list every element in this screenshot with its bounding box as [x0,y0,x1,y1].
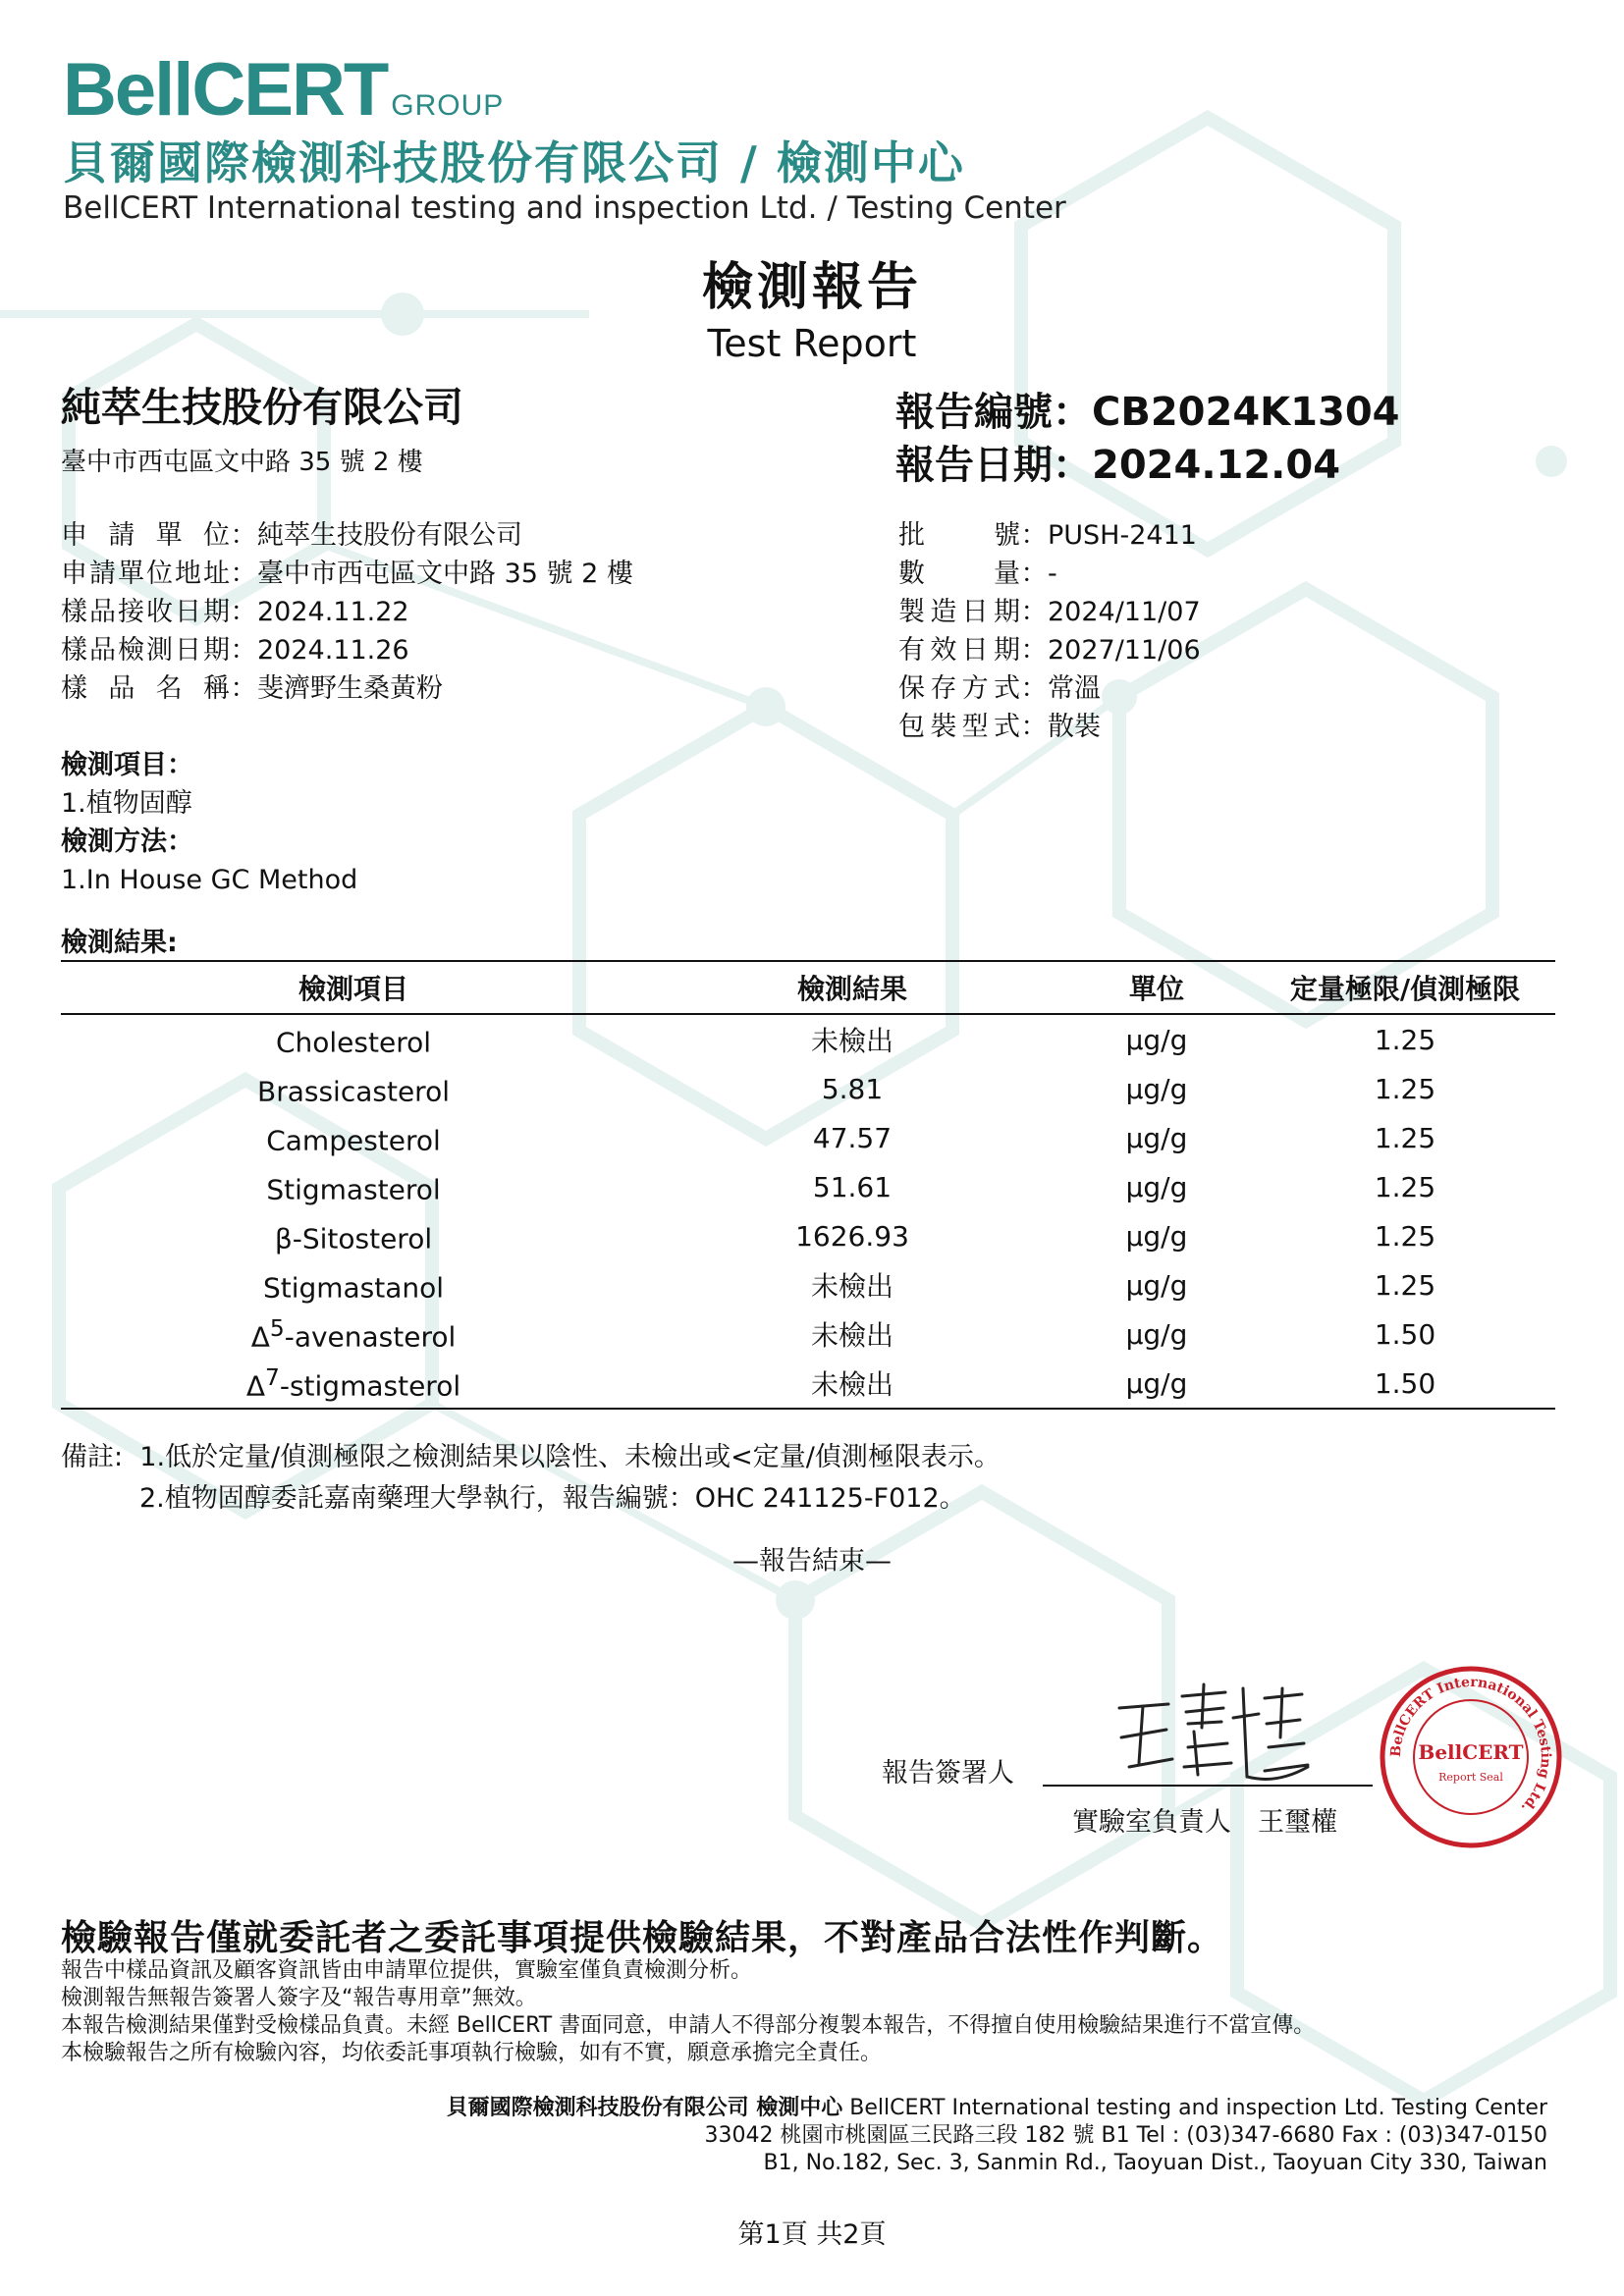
signature-image [1100,1669,1316,1787]
result-cell: 5.81 [821,1072,884,1105]
analyte-cell: Stigmasterol [266,1173,441,1206]
unit-cell: μg/g [1125,1268,1188,1302]
page-number: 第1頁 共2頁 [737,2219,887,2250]
test-item-label: 檢測項目： [61,750,193,780]
result-cell: 1626.93 [795,1219,909,1253]
test-items-block [61,746,357,899]
report-date: 報告日期：2024.12.04 [895,443,1341,488]
info-label: 樣品接收日期 [61,597,230,627]
remark-line: 備註: 1.低於定量/偵測極限之檢測結果以陰性、未檢出或<定量/偵測極限表示。 [61,1442,1001,1472]
table-row [61,1359,1555,1409]
info-label: 樣品名稱 [61,673,230,704]
info-value: 純萃生技股份有限公司 [257,520,522,551]
info-row: 有效日期 ： 2027/11/06 [898,631,1201,669]
test-method-label: 檢測方法： [61,827,193,857]
info-label: 有效日期 [898,635,1020,666]
analyte-cell: Brassicasterol [257,1075,450,1108]
info-row: 申請單位 ： 純萃生技股份有限公司 [61,516,633,555]
unit-cell: μg/g [1125,1023,1188,1056]
result-cell: 未檢出 [810,1025,893,1057]
company-name-en: BellCERT International testing and inspection Ltd. / Testing Center [63,190,1066,226]
result-cell: 未檢出 [646,1359,1058,1409]
info-value: 散裝 [1048,712,1101,742]
result-cell: 未檢出 [810,1270,893,1303]
info-row: 保存方式 ： 常溫 [898,669,1201,708]
unit-cell: μg/g [1125,1121,1188,1154]
svg-text:Report Seal: Report Seal [1438,1771,1503,1784]
info-label: 製造日期 [898,597,1020,627]
table-row [61,1260,1555,1309]
disclaimer-line: 報告中樣品資訊及顧客資訊皆由申請單位提供，實驗室僅負責檢測分析。 [61,1958,753,1983]
analyte-cell: $\Delta^5$-avenasterol [250,1314,457,1354]
sample-info-left [61,516,633,708]
results-heading: 檢測結果: [61,928,178,958]
table-row [61,1309,1555,1359]
disclaimer-line: 檢測報告無報告簽署人簽字及“報告專用章”無效。 [61,1986,537,2010]
info-label: 數量 [898,559,1020,589]
info-value: 2024/11/07 [1048,597,1201,627]
limit-cell: 1.50 [1374,1317,1436,1351]
info-value: 2024.11.26 [257,635,409,666]
svg-text:BellCERT International Testing: BellCERT International Testing Ltd. [1387,1674,1554,1816]
info-value: 2024.11.22 [257,597,409,627]
limit-cell: 1.25 [1374,1121,1436,1154]
info-value: PUSH-2411 [1048,520,1197,551]
report-seal-stamp [1373,1659,1569,1855]
info-label: 包裝型式 [898,712,1020,742]
info-row: 樣品名稱 ： 斐濟野生桑黃粉 [61,669,633,708]
analyte-cell: Cholesterol [275,1026,432,1059]
footer-line: 貝爾國際檢測科技股份有限公司 檢測中心 BellCERT International testing and inspection Ltd. Testing Center [446,2096,1547,2120]
unit-cell: μg/g [1058,1359,1255,1409]
info-row: 樣品檢測日期 ： 2024.11.26 [61,631,633,669]
disclaimer-heading: 檢驗報告僅就委託者之委託事項提供檢驗結果，不對產品合法性作判斷。 [61,1918,1224,1958]
test-method-value: 1.In House GC Method [61,865,358,895]
svg-text:BellCERT: BellCERT [1418,1740,1524,1764]
document-title-en: Test Report [707,322,917,365]
disclaimer-list [61,1957,1315,2067]
limit-cell: 1.25 [1374,1170,1436,1203]
info-value: 臺中市西屯區文中路 35 號 2 樓 [257,559,633,589]
table-row [61,1113,1555,1162]
limit-cell: 1.25 [1374,1219,1436,1253]
limit-cell: 1.25 [1374,1023,1436,1056]
footer-address-zh: 33042 桃園市桃園區三民路三段 182 號 B1 Tel : (03)347-6680 Fax : (03)347-0150 [704,2123,1547,2148]
footer-contact [447,2095,1547,2177]
info-label: 批號 [898,520,1020,551]
unit-cell: μg/g [1125,1317,1188,1351]
unit-cell: μg/g [1125,1219,1188,1253]
remark-line: 2.植物固醇委託嘉南藥理大學執行，報告編號：OHC 241125-F012。 [139,1483,966,1514]
remarks [61,1437,1001,1520]
limit-cell: 1.25 [1374,1072,1436,1105]
info-label: 申請單位地址 [61,559,230,589]
footer-company: 貝爾國際檢測科技股份有限公司 檢測中心 [446,2096,843,2120]
info-value: 2027/11/06 [1048,635,1201,666]
info-row: 批號 ： PUSH-2411 [898,516,1201,555]
disclaimer-line: 本檢驗報告之所有檢驗內容，均依委託事項執行檢驗，如有不實，願意承擔完全責任。 [61,2041,883,2065]
result-cell: 未檢出 [810,1319,893,1352]
signatory-title: 實驗室負責人 王璽權 [1072,1807,1337,1838]
info-row: 申請單位地址 ： 臺中市西屯區文中路 35 號 2 樓 [61,555,633,593]
table-row [61,1014,1555,1064]
sample-info-right [898,516,1201,746]
analyte-cell: Stigmastanol [262,1271,445,1305]
results-table [61,960,1555,1410]
table-row [61,1211,1555,1260]
signature-line [1043,1785,1373,1787]
info-value: - [1048,559,1057,589]
info-value: 斐濟野生桑黃粉 [257,673,443,704]
table-row [61,1064,1555,1113]
info-row: 製造日期 ： 2024/11/07 [898,593,1201,631]
logo-wordmark: BellCERT [63,48,388,132]
column-header: 定量極限/偵測極限 [1255,961,1555,1014]
report-number: 報告編號：CB2024K1304 [895,390,1400,435]
table-header-row [61,961,1555,1014]
column-header: 檢測結果 [646,961,1058,1014]
analyte-cell: β-Sitosterol [274,1222,433,1255]
test-item-value: 1.植物固醇 [61,788,192,819]
client-address: 臺中市西屯區文中路 35 號 2 樓 [61,448,423,477]
info-label: 保存方式 [898,673,1020,704]
analyte-cell: Campesterol [266,1124,441,1157]
table-row [61,1162,1555,1211]
limit-cell: 1.25 [1374,1268,1436,1302]
footer-address-en: B1, No.182, Sec. 3, Sanmin Rd., Taoyuan Dist., Taoyuan City 330, Taiwan [763,2151,1547,2175]
info-label: 申請單位 [61,520,230,551]
column-header: 單位 [1058,961,1255,1014]
client-name: 純萃生技股份有限公司 [61,384,463,431]
remark-prefix: 備註: [61,1442,124,1472]
info-row: 數量 ： - [898,555,1201,593]
info-row: 包裝型式 ： 散裝 [898,708,1201,746]
result-cell: 51.61 [812,1170,893,1203]
info-row: 樣品接收日期 ： 2024.11.22 [61,593,633,631]
logo-group-text: GROUP [391,89,505,122]
info-label: 樣品檢測日期 [61,635,230,666]
unit-cell: μg/g [1125,1072,1188,1105]
limit-cell: 1.50 [1255,1359,1555,1409]
analyte-cell: $\Delta^7$-stigmasterol [61,1359,646,1409]
company-name-zh: 貝爾國際檢測科技股份有限公司 / 檢測中心 [63,136,965,189]
disclaimer-line: 本報告檢測結果僅對受檢樣品負責。未經 BellCERT 書面同意，申請人不得部分複製本報告，不得擅自使用檢驗結果進行不當宣傳。 [61,2013,1316,2038]
column-header: 檢測項目 [61,961,646,1014]
result-cell: 47.57 [812,1121,893,1154]
unit-cell: μg/g [1125,1170,1188,1203]
info-value: 常溫 [1048,673,1101,704]
signatory-label: 報告簽署人 [882,1758,1014,1789]
end-of-report: —報告結束— [732,1546,892,1576]
document-title-zh: 檢測報告 [701,258,922,317]
brand-logo [63,47,504,133]
